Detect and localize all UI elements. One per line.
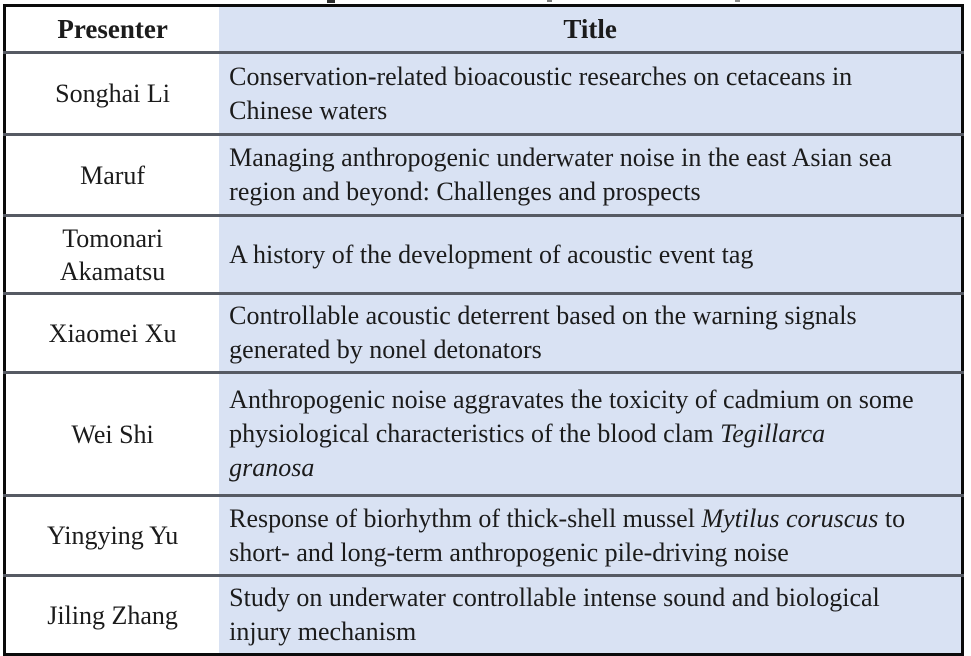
title-line (229, 333, 955, 367)
title-text: Controllable acoustic deterrent based on the warning signals (229, 301, 857, 330)
cropped-text-fragment (547, 0, 552, 2)
species-name-italic: Tegillarca (720, 419, 826, 448)
title-line (229, 299, 955, 333)
presenter-cell: Maruf (5, 135, 220, 216)
title-line (229, 94, 955, 128)
title-line (229, 615, 955, 649)
header-row (5, 6, 963, 53)
title-column-header: Title (219, 6, 962, 53)
table-row (5, 496, 963, 576)
cropped-text-fragment (735, 0, 740, 2)
presenter-cell: Jiling Zhang (5, 576, 220, 655)
table-row (5, 53, 963, 135)
title-cell (219, 135, 962, 216)
presenter-cell: Tomonari Akamatsu (5, 216, 220, 294)
presenter-cell: Wei Shi (5, 373, 220, 496)
title-text: short- and long-term anthropogenic pile-driving noise (229, 537, 789, 567)
title-cell (219, 294, 962, 373)
cropped-text-fragment (327, 0, 335, 3)
title-cell (219, 496, 962, 576)
title-line (229, 141, 955, 175)
title-text: Study on underwater controllable intense sound and biological (229, 583, 880, 612)
title-text: physiological characteristics of the blood clam (229, 419, 721, 448)
title-text: Managing anthropogenic underwater noise in the east Asian sea (229, 143, 892, 172)
presenter-cell: Songhai Li (5, 53, 220, 135)
title-line (229, 60, 955, 94)
title-line (229, 451, 955, 485)
title-cell (219, 576, 962, 655)
title-text: generated by nonel detonators (229, 335, 542, 364)
presenter-cell: Xiaomei Xu (5, 294, 220, 373)
title-text: to (878, 503, 906, 533)
title-line (229, 502, 955, 536)
title-text: A history of the development of acoustic event tag (229, 239, 754, 269)
title-line (229, 536, 955, 570)
title-text: Response of biorhythm of thick-shell mussel (229, 503, 702, 533)
presentation-schedule-table (3, 4, 964, 656)
table-row (5, 294, 963, 373)
title-text: Conservation-related bioacoustic researches on cetaceans in (229, 61, 853, 91)
species-name-italic: Mytilus coruscus (701, 503, 879, 533)
title-text: region and beyond: Challenges and prospects (229, 177, 701, 206)
title-text: injury mechanism (229, 617, 417, 646)
presenter-cell: Yingying Yu (5, 496, 220, 576)
title-line (229, 238, 955, 272)
table-body (5, 53, 963, 655)
species-name-italic: granosa (229, 453, 315, 482)
table-row (5, 576, 963, 655)
table-row (5, 373, 963, 496)
title-line (229, 417, 955, 451)
table-row (5, 216, 963, 294)
title-text: Anthropogenic noise aggravates the toxicity of cadmium on some (229, 385, 914, 414)
title-text: Chinese waters (229, 95, 388, 125)
presenter-column-header: Presenter (57, 13, 168, 44)
title-line (229, 581, 955, 615)
title-cell (219, 373, 962, 496)
title-cell (219, 53, 962, 135)
title-cell (219, 216, 962, 294)
title-line (229, 175, 955, 209)
table-row (5, 135, 963, 216)
title-line (229, 383, 955, 417)
